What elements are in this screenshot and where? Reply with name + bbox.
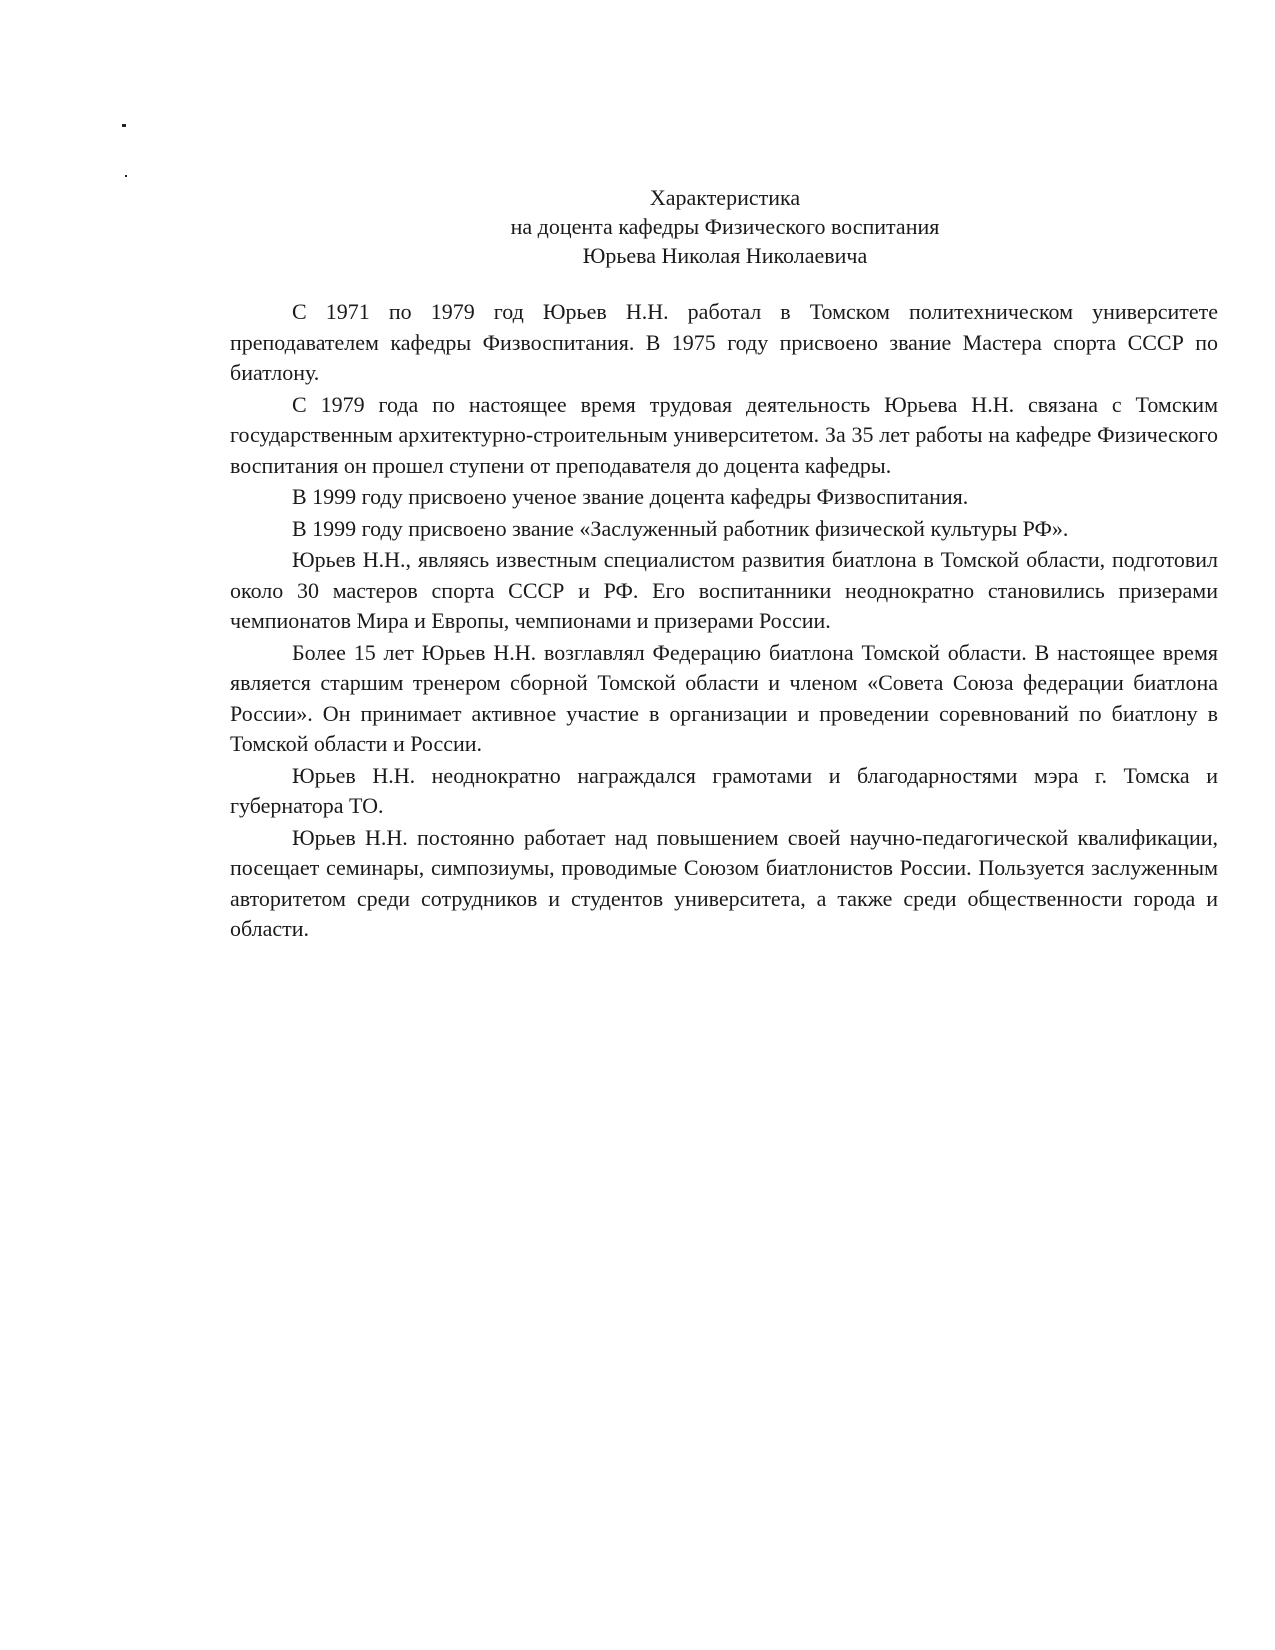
scan-speck	[122, 124, 126, 127]
paragraph: С 1971 по 1979 год Юрьев Н.Н. работал в Томском политехническом университете преподавателем кафедры Физвоспитания. В 1975 году присвоено звание Мастера спорта СССР по биатлону.	[230, 299, 1218, 385]
paragraph: Юрьев Н.Н. неоднократно награждался грамотами и благодарностями мэра г. Томска и губернатора ТО.	[230, 762, 1218, 818]
scan-speck	[125, 175, 127, 177]
person-name: Юрьева Николая Николаевича	[582, 243, 868, 268]
document-body	[230, 297, 1218, 946]
document-title: Характеристика	[649, 185, 801, 210]
document-subtitle: на доцента кафедры Физического воспитания	[510, 214, 940, 239]
document-header	[230, 183, 1220, 270]
paragraph: В 1999 году присвоено ученое звание доцента кафедры Физвоспитания.	[292, 484, 969, 509]
paragraph: С 1979 года по настоящее время трудовая деятельность Юрьева Н.Н. связана с Томским государственным архитектурно-строительным университетом. За 35 лет работы на кафедре Физического воспитания он прошел ступени от преподавателя до доцента кафедры.	[230, 391, 1218, 478]
paragraph: В 1999 году присвоено звание «Заслуженный работник физической культуры РФ».	[292, 515, 1069, 541]
paragraph: Юрьев Н.Н. постоянно работает над повышением своей научно-педагогической квалификации, посещает семинары, симпозиумы, проводимые Союзом биатлонистов России. Пользуется заслуженным авторитетом среди сотрудников и студентов университета, а также среди общественности города и области.	[230, 824, 1218, 941]
paragraph: Юрьев Н.Н., являясь известным специалистом развития биатлона в Томской области, подготовил около 30 мастеров спорта СССР и РФ. Его воспитанники неоднократно становились призерами чемпионатов Мира и Европы, чемпионами и призерами России.	[230, 547, 1218, 633]
paragraph: Более 15 лет Юрьев Н.Н. возглавлял Федерацию биатлона Томской области. В настоящее время является старшим тренером сборной Томской области и членом «Совета Союза федерации биатлона России». Он принимает активное участие в организации и проведении соревнований по биатлону в Томской области и России.	[230, 639, 1218, 756]
